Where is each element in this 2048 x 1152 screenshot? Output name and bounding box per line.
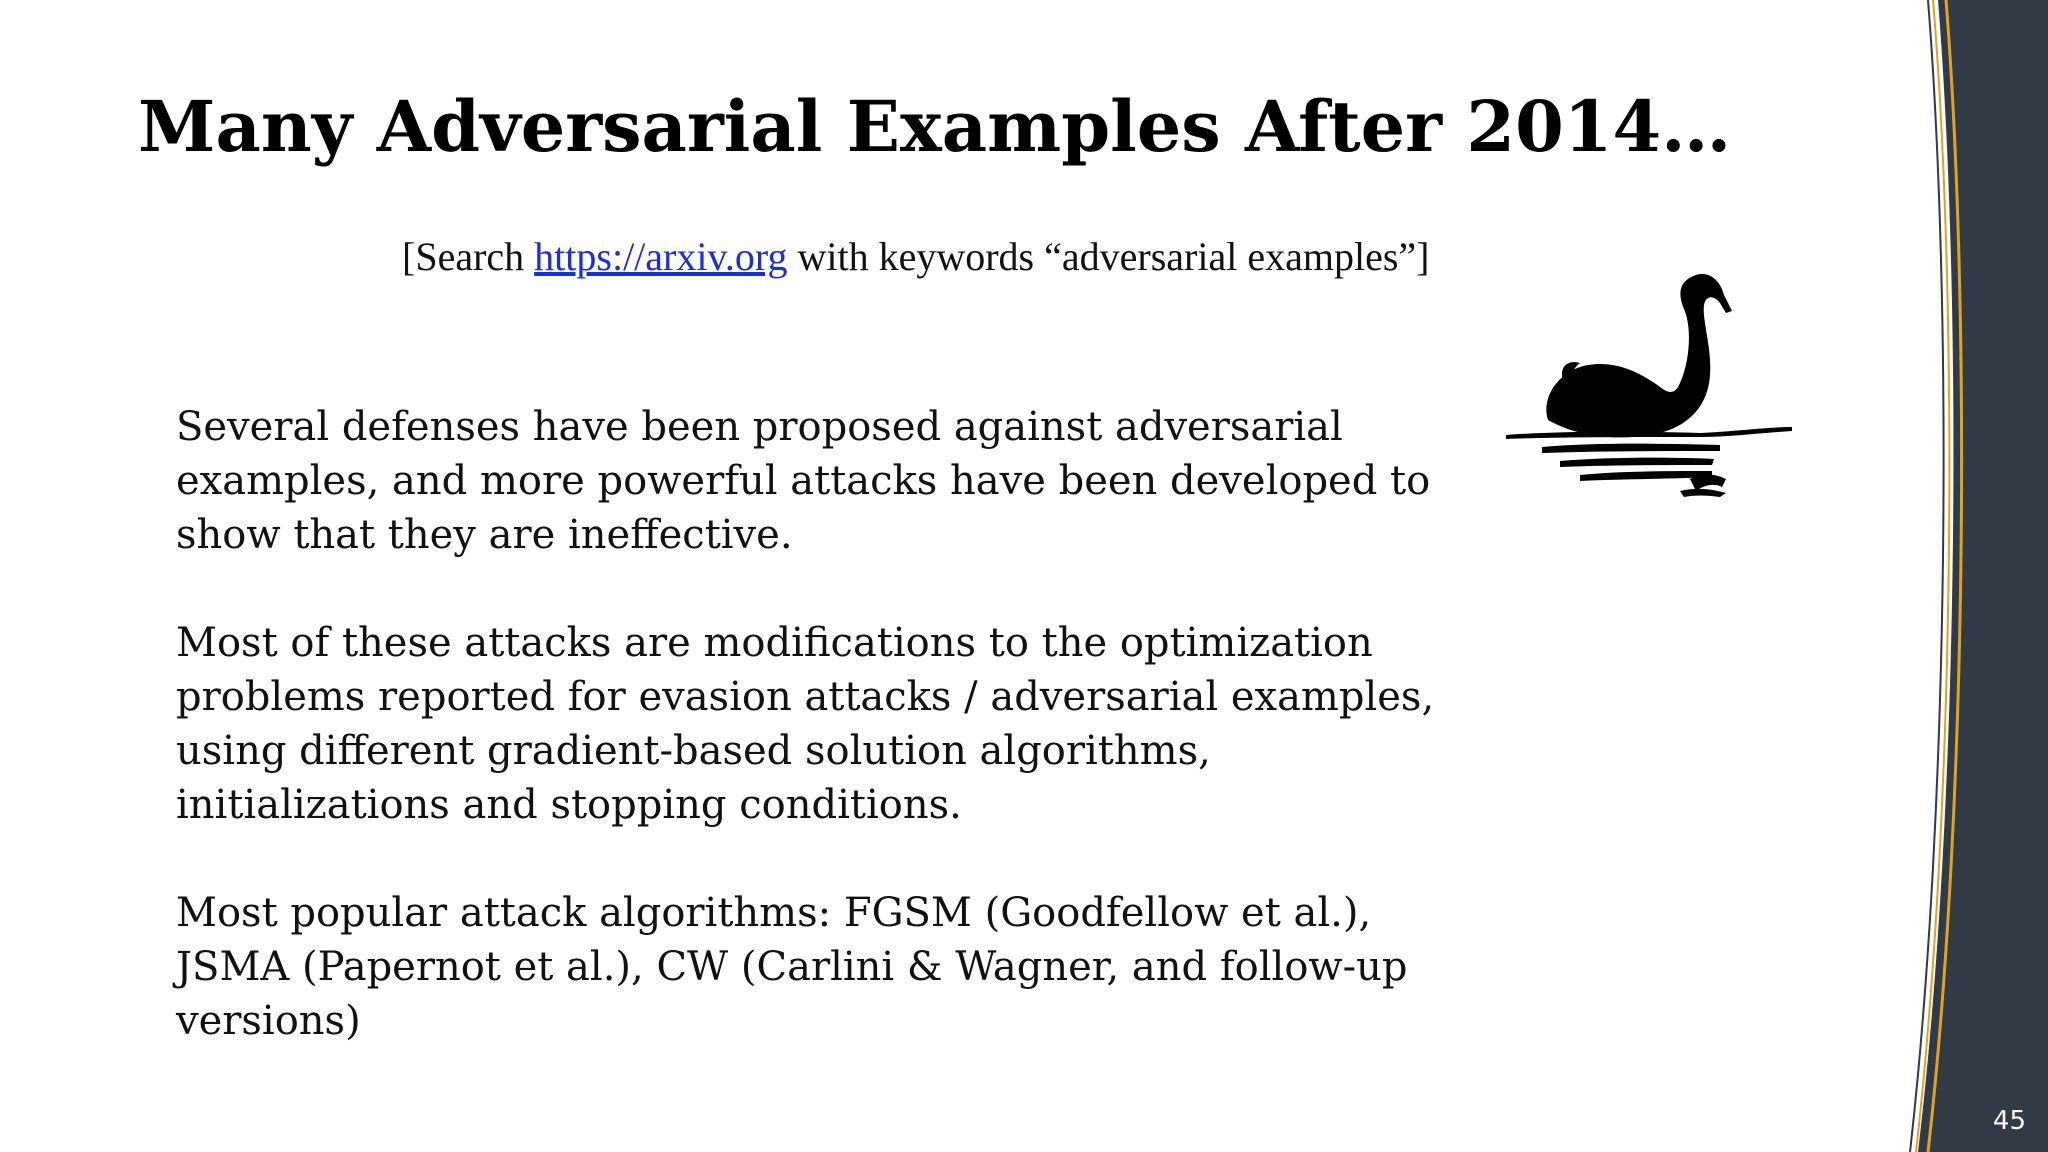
search-note bbox=[402, 232, 1429, 282]
slide-body bbox=[176, 400, 1476, 1102]
paragraph-attacks bbox=[176, 616, 1476, 832]
decorative-side-band bbox=[1898, 0, 2048, 1152]
paragraph-line: initializations and stopping conditions. bbox=[176, 782, 962, 828]
arxiv-link[interactable]: https://arxiv.org bbox=[534, 234, 788, 279]
paragraph-algorithms bbox=[176, 886, 1476, 1048]
paragraph-line: Most popular attack algorithms: FGSM (Goodfellow et al.), bbox=[176, 890, 1372, 936]
slide-title: Many Adversarial Examples After 2014… bbox=[138, 85, 1732, 168]
black-swan-icon bbox=[1500, 265, 1800, 515]
paragraph-line: JSMA (Papernot et al.), CW (Carlini & Wagner, and follow-up bbox=[176, 944, 1408, 990]
search-note-suffix: with keywords “adversarial examples”] bbox=[787, 234, 1430, 279]
paragraph-line: examples, and more powerful attacks have been developed to bbox=[176, 458, 1431, 504]
page-number: 45 bbox=[1992, 1106, 2026, 1136]
paragraph-line: show that they are ineffective. bbox=[176, 512, 793, 558]
paragraph-line: using different gradient-based solution algorithms, bbox=[176, 728, 1211, 774]
paragraph-line: Several defenses have been proposed against adversarial bbox=[176, 404, 1343, 450]
search-note-prefix: [Search bbox=[402, 234, 535, 279]
paragraph-line: versions) bbox=[176, 998, 361, 1044]
paragraph-line: Most of these attacks are modifications to the optimization bbox=[176, 620, 1373, 666]
paragraph-defenses bbox=[176, 400, 1476, 562]
paragraph-line: problems reported for evasion attacks / adversarial examples, bbox=[176, 674, 1435, 720]
